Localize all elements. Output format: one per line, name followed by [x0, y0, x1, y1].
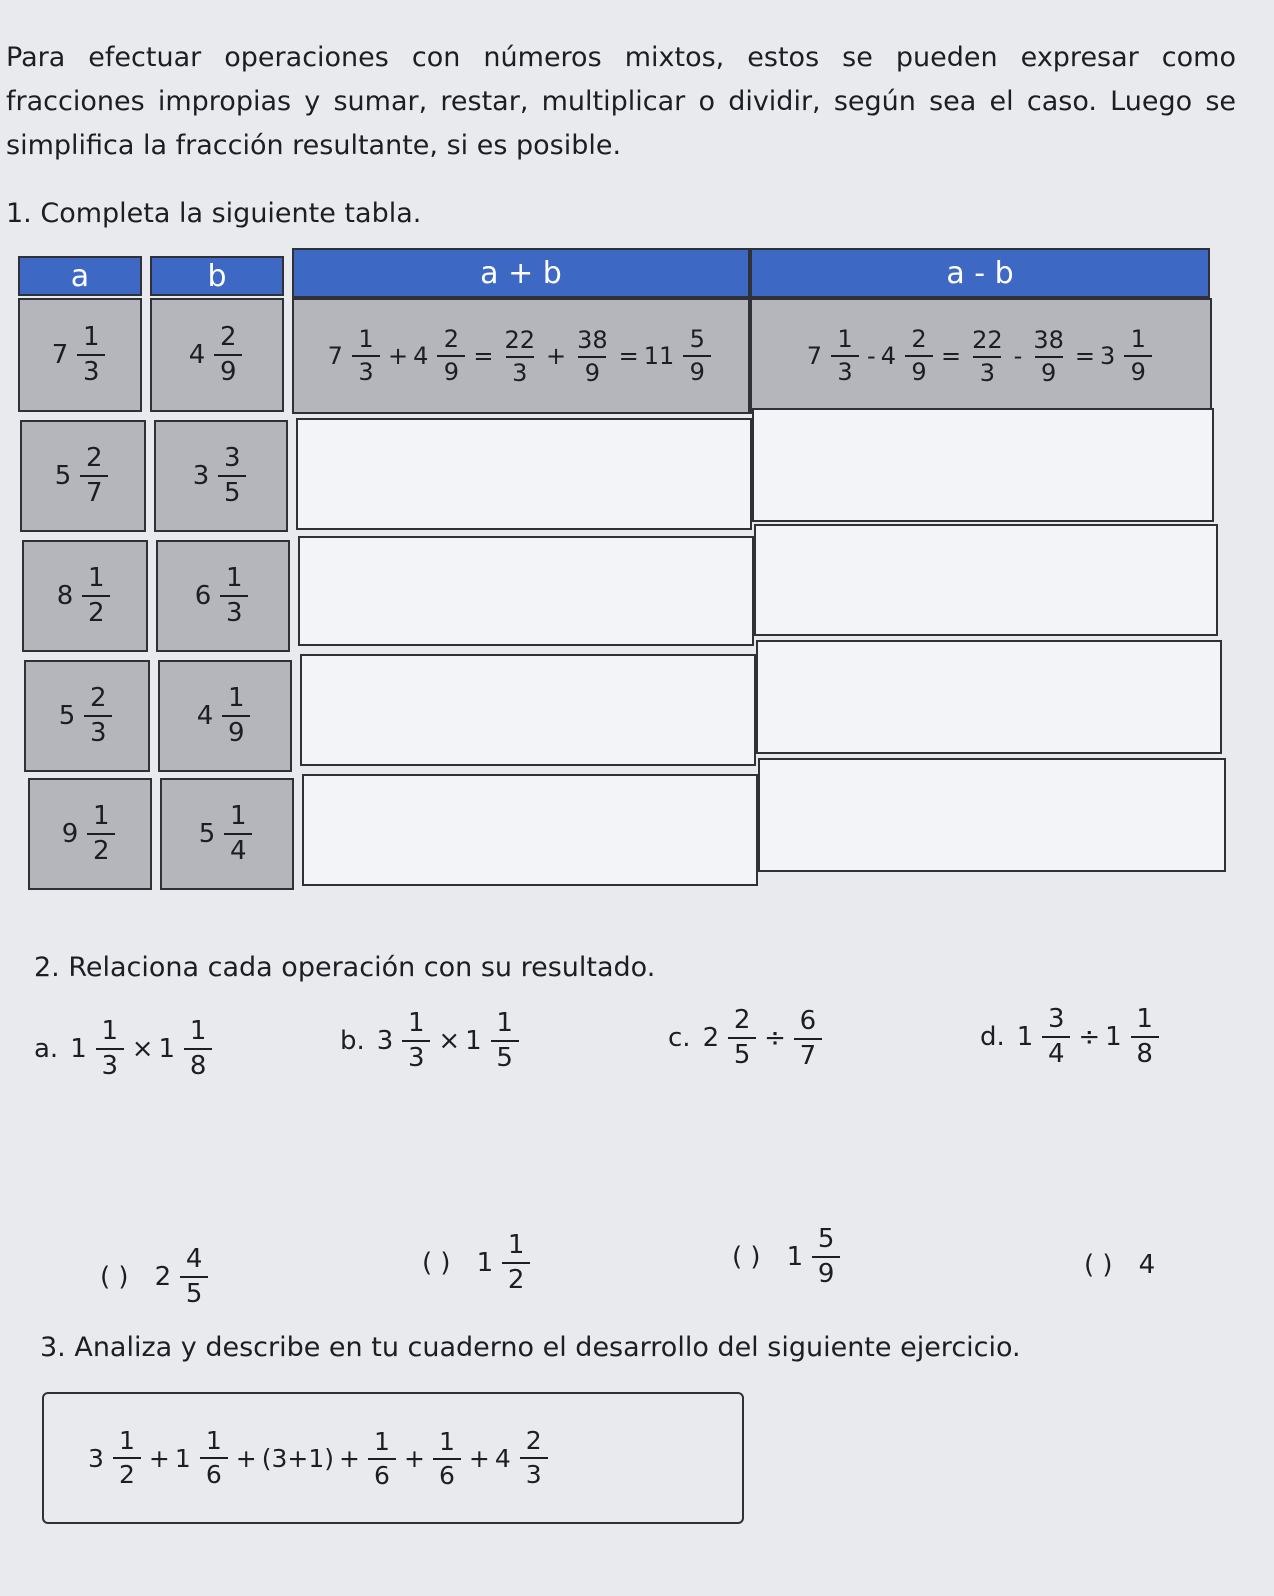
mixed-number [54, 442, 112, 508]
row-4-a [24, 660, 150, 772]
answer-blank-3[interactable]: ( ) [732, 1242, 761, 1273]
whole-part: 9 [61, 819, 79, 849]
numerator: 1 [205, 1425, 222, 1455]
fraction [200, 1425, 228, 1489]
mixed-number [1017, 1006, 1074, 1069]
denominator: 7 [794, 1038, 822, 1070]
denominator: 3 [77, 354, 105, 386]
fraction [96, 1018, 124, 1081]
numerator: 1 [118, 1425, 135, 1455]
denominator: 9 [214, 354, 242, 386]
fraction [433, 1426, 461, 1490]
question-2-title: 2. Relaciona cada operación con su resultado. [34, 952, 656, 983]
whole-part: 1 [174, 1443, 191, 1473]
numerator: 4 [185, 1244, 203, 1274]
whole-part: 1 [465, 1026, 482, 1057]
numerator: 3 [1048, 1004, 1065, 1034]
fraction [1042, 1006, 1070, 1069]
denominator: 2 [82, 595, 110, 627]
numerator: 1 [87, 562, 105, 593]
numerator: 1 [1136, 1004, 1153, 1034]
mixed-number [327, 324, 383, 386]
row-4-b [158, 660, 292, 772]
whole-part: 1 [158, 1034, 176, 1065]
whole-part: 7 [806, 342, 823, 370]
row-1-diff-example [750, 298, 1212, 414]
mixed-number [61, 800, 119, 866]
mixed-number [703, 1007, 760, 1070]
numerator: 38 [1033, 325, 1064, 354]
whole-part: 8 [56, 581, 74, 611]
mixed-number [477, 1232, 534, 1295]
whole-part: 2 [154, 1262, 172, 1293]
fraction [683, 324, 711, 386]
grouped-sum: (3+1) [261, 1443, 334, 1473]
denominator: 4 [1042, 1036, 1070, 1068]
whole-part: 4 [494, 1443, 511, 1473]
fraction [491, 1010, 519, 1073]
numerator: 1 [438, 1426, 455, 1456]
fraction [352, 324, 380, 386]
fraction [905, 324, 933, 386]
whole-part: 4 [413, 342, 429, 370]
denominator: 4 [224, 833, 252, 865]
denominator: 9 [683, 355, 711, 385]
numerator: 2 [733, 1005, 751, 1035]
example-diff-expression: 7 $\frac{1}{3}$ - 4 $\frac{2}{9}$ = $\frac{22}{3}$ - $\frac{38}{9}$ = 3 $\frac{1}{9}$ [752, 300, 1210, 412]
row-3-sum-answer[interactable] [298, 536, 754, 646]
mixed-number [192, 442, 250, 508]
denominator: 3 [402, 1040, 430, 1072]
denominator: 7 [80, 475, 108, 507]
denominator: 2 [502, 1262, 530, 1294]
row-3-diff-answer[interactable] [754, 524, 1218, 636]
mixed-number [1105, 1006, 1162, 1069]
mixed-number [196, 682, 254, 748]
fraction [218, 442, 246, 508]
numerator: 5 [689, 324, 705, 353]
numerator: 1 [373, 1426, 390, 1456]
denominator: 9 [812, 1256, 840, 1288]
whole-part: 2 [702, 1023, 720, 1054]
mixed-number [413, 324, 468, 386]
whole-part: 1 [70, 1034, 87, 1065]
mixed-number [791, 1008, 825, 1071]
denominator: 3 [84, 715, 112, 747]
denominator: 5 [218, 475, 246, 507]
denominator: 8 [184, 1048, 212, 1080]
mixed-number [806, 324, 862, 386]
row-2-a [20, 420, 146, 532]
fraction [502, 1232, 530, 1295]
mixed-number [88, 1425, 144, 1489]
whole-part: 5 [54, 461, 72, 491]
denominator: 9 [1124, 355, 1152, 385]
answer-blank-2[interactable]: ( ) [422, 1248, 451, 1279]
answer-blank-1[interactable]: ( ) [100, 1262, 129, 1293]
fraction [520, 1425, 548, 1489]
denominator: 5 [728, 1037, 756, 1069]
fraction [969, 325, 1006, 387]
mixed-number [1027, 325, 1070, 387]
numerator: 2 [525, 1425, 542, 1455]
denominator: 3 [352, 355, 380, 385]
question-3-title: 3. Analiza y describe en tu cuaderno el desarrollo del siguiente ejercicio. [40, 1332, 1021, 1363]
fraction [1124, 324, 1152, 386]
fraction [794, 1008, 822, 1071]
mixed-number [174, 1425, 231, 1489]
whole-part: 7 [327, 342, 343, 370]
denominator: 9 [222, 715, 250, 747]
fraction [812, 1226, 840, 1289]
mixed-number [56, 562, 114, 628]
numerator: 1 [225, 562, 243, 593]
whole-part: 3 [1099, 342, 1116, 370]
whole-part: 3 [376, 1026, 394, 1057]
mixed-number [188, 321, 246, 387]
mixed-number [465, 1010, 522, 1073]
numerator: 1 [189, 1016, 207, 1046]
mixed-number [365, 1426, 399, 1490]
fraction [224, 800, 252, 866]
fraction [1131, 1006, 1159, 1069]
numerator: 1 [408, 1008, 425, 1038]
row-3-a [22, 540, 148, 652]
mixed-number [70, 1018, 127, 1081]
denominator: 2 [113, 1457, 141, 1488]
numerator: 1 [507, 1230, 525, 1260]
row-4-sum-answer[interactable] [300, 654, 756, 766]
fraction [214, 321, 242, 387]
mixed-number [194, 562, 252, 628]
fraction [184, 1018, 212, 1081]
fraction [84, 682, 112, 748]
fraction [82, 562, 110, 628]
whole-part: 5 [198, 819, 216, 849]
numerator: 22 [972, 325, 1003, 354]
whole-part: 5 [58, 701, 76, 731]
fraction [402, 1010, 430, 1073]
mixed-number [571, 325, 614, 387]
mixed-number [159, 1018, 216, 1081]
denominator: 6 [433, 1458, 461, 1489]
row-2-b [154, 420, 288, 532]
fraction [831, 324, 859, 386]
numerator: 2 [443, 324, 459, 353]
answer-option-3 [732, 1226, 843, 1289]
answer-option-2 [422, 1232, 533, 1295]
mixed-number [58, 682, 116, 748]
fraction [113, 1425, 141, 1489]
row-2-sum-answer[interactable] [296, 418, 752, 530]
denominator: 3 [506, 356, 534, 386]
whole-part: 7 [51, 340, 69, 370]
mixed-number [880, 324, 936, 386]
fraction [728, 1007, 756, 1070]
denominator: 5 [491, 1040, 519, 1072]
whole-part: 4 [188, 340, 206, 370]
answer-option-4 [1084, 1250, 1161, 1280]
numerator: 1 [358, 324, 374, 353]
mixed-number [1099, 324, 1155, 386]
numerator: 1 [229, 800, 247, 831]
whole-part: 1 [476, 1248, 494, 1279]
fraction [77, 321, 105, 387]
question-1-title: 1. Completa la siguiente tabla. [6, 198, 422, 229]
denominator: 9 [905, 355, 933, 385]
whole-part: 11 [643, 342, 675, 370]
whole-part: 4 [880, 342, 896, 370]
mixed-number [198, 800, 256, 866]
denominator: 8 [1131, 1036, 1159, 1068]
denominator: 3 [96, 1048, 124, 1080]
numerator: 3 [223, 442, 241, 473]
denominator: 9 [437, 355, 465, 385]
row-5-sum-answer[interactable] [302, 774, 758, 886]
whole-part: 4 [196, 701, 214, 731]
mixed-number [498, 325, 541, 387]
numerator: 38 [577, 325, 608, 354]
denominator: 3 [831, 355, 859, 385]
mixed-number [51, 321, 109, 387]
row-2-diff-answer[interactable] [752, 408, 1214, 522]
numerator: 1 [82, 321, 100, 352]
whole-part: 4 [1138, 1250, 1156, 1280]
denominator: 2 [87, 833, 115, 865]
whole-part: 1 [1105, 1022, 1122, 1053]
denominator: 6 [200, 1457, 228, 1488]
row-5-b [160, 778, 294, 890]
numerator: 5 [817, 1224, 835, 1254]
fraction [437, 324, 465, 386]
exercise-box: 3 $\frac{1}{2}$ + 1 $\frac{1}{6}$ + (3+1) + $\frac{1}{6}$ + $\frac{1}{6}$ + 4 $\frac{2}{3}$ [42, 1392, 744, 1524]
mixed-number [494, 1425, 551, 1489]
whole-part: 1 [1016, 1022, 1034, 1053]
answer-option-1 [100, 1246, 211, 1309]
denominator: 3 [220, 595, 248, 627]
numerator: 2 [219, 321, 237, 352]
fraction [80, 442, 108, 508]
row-1-a [18, 298, 142, 412]
row-5-diff-answer[interactable] [758, 758, 1226, 872]
numerator: 22 [504, 325, 535, 354]
denominator: 6 [368, 1458, 396, 1489]
fraction [368, 1426, 396, 1490]
numerator: 1 [227, 682, 245, 713]
fraction [180, 1246, 208, 1309]
mixed-number [430, 1426, 464, 1490]
operation-a: a. 1 $\frac{1}{3}$ × 1 $\frac{1}{8}$ [34, 1018, 215, 1081]
row-4-diff-answer[interactable] [756, 640, 1222, 754]
row-1-b [150, 298, 284, 412]
numerator: 6 [799, 1006, 817, 1036]
fraction [222, 682, 250, 748]
fraction [501, 325, 538, 387]
whole-part: 1 [786, 1242, 804, 1273]
mixed-number [643, 324, 715, 386]
fraction [87, 800, 115, 866]
denominator: 3 [520, 1457, 548, 1488]
mixed-number [787, 1226, 844, 1289]
example-sum-expression: 7 $\frac{1}{3}$ + 4 $\frac{2}{9}$ = $\frac{22}{3}$ + $\frac{38}{9}$ = 11 $\frac{5}{9}$ [294, 300, 748, 412]
numerator: 1 [1130, 324, 1146, 353]
numerator: 2 [911, 324, 927, 353]
header-diff: a - b [750, 248, 1210, 298]
operation-d: d. 1 $\frac{3}{4}$ ÷ 1 $\frac{1}{8}$ [980, 1006, 1162, 1069]
denominator: 9 [578, 356, 606, 386]
mixed-number [155, 1246, 212, 1309]
numerator: 1 [837, 324, 853, 353]
mixed-number [1139, 1250, 1162, 1280]
header-b: b [150, 256, 284, 296]
whole-part: 3 [88, 1443, 104, 1473]
row-3-b [156, 540, 290, 652]
operation-c: c. 2 $\frac{2}{5}$ ÷ $\frac{6}{7}$ [668, 1006, 825, 1071]
row-5-a [28, 778, 152, 890]
answer-blank-4[interactable]: ( ) [1084, 1250, 1113, 1280]
operation-b: b. 3 $\frac{1}{3}$ × 1 $\frac{1}{5}$ [340, 1010, 522, 1073]
denominator: 3 [973, 356, 1001, 386]
fraction [220, 562, 248, 628]
header-sum: a + b [292, 248, 750, 298]
denominator: 5 [180, 1276, 208, 1308]
intro-paragraph: Para efectuar operaciones con números mixtos, estos se pueden expresar como fracciones impropias y sumar, restar, multiplicar o dividir, según sea el caso. Luego se simplifica la fracción resultante, si es posible. [6, 42, 1236, 161]
numerator: 1 [496, 1008, 513, 1038]
numerator: 1 [101, 1016, 119, 1046]
row-1-sum-example [292, 298, 750, 414]
mixed-number [966, 325, 1009, 387]
whole-part: 6 [194, 581, 212, 611]
numerator: 2 [85, 442, 103, 473]
mixed-number [377, 1010, 434, 1073]
numerator: 1 [92, 800, 110, 831]
whole-part: 3 [192, 461, 210, 491]
fraction [574, 325, 611, 387]
fraction [1030, 325, 1067, 387]
numerator: 2 [89, 682, 107, 713]
header-a: a [18, 256, 142, 296]
denominator: 9 [1035, 356, 1063, 386]
